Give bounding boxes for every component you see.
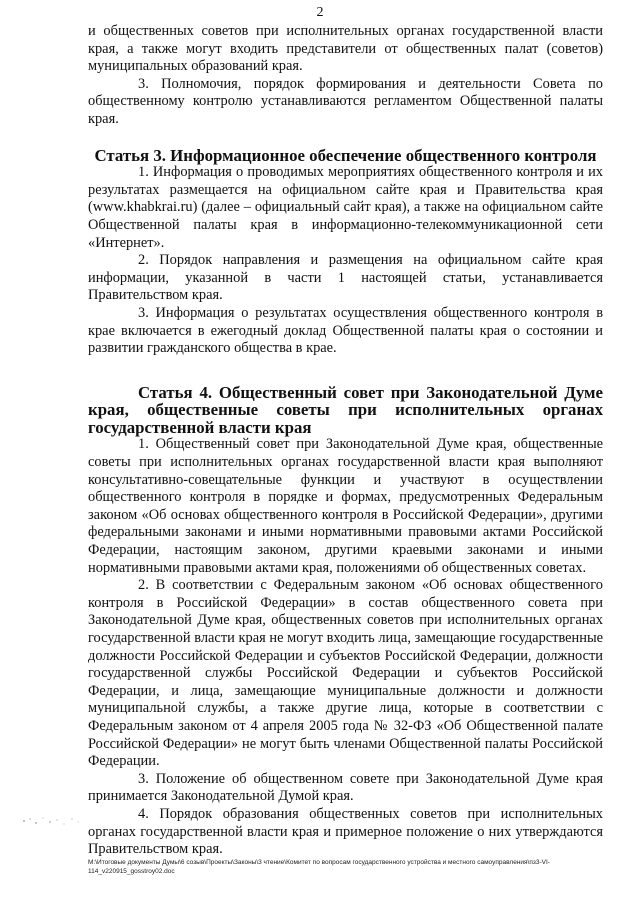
scan-noise-specks [20,812,82,830]
paragraph: 3. Информация о результатах осуществления общественного контроля в крае включается в ежегодный доклад Общественной палаты края о состоянии и развитии гражданского общества в крае. [88,304,603,357]
page-number: 2 [316,5,324,20]
paragraph: 3. Полномочия, порядок формирования и деятельности Совета по общественному контролю устанавливаются регламентом Общественной палаты края. [88,75,603,127]
paragraph: 1. Общественный совет при Законодательной Думе края, общественные советы при исполнительных органах государственной власти края выполняют консультативно-совещательные функции и участвуют в осуществлении общественного контроля в порядке и формах, предусмотренных Федеральным законом «Об основах общественного контроля в Российской Федерации», другими федеральными законами и иными нормативными правовыми актами Российской Федерации, настоящим законом, другими краевыми законами и иными нормативными правовыми актами края, положениями об общественных советах. [88,436,603,576]
spacer [88,358,603,384]
document-body [88,23,603,859]
file-path-footer: M:\Итоговые документы Думы\6 созыв\Проекты\Законы\3 чтение\Комитет по вопросам государственного устройства и местного самоуправления\пз3-VI-114_v220915_gosstroy02.doc [88,859,550,875]
article-4-heading: Статья 4. Общественный совет при Законодательной Думе края, общественные советы при исполнительных органах государственной власти края [88,382,603,437]
paragraph: 4. Порядок образования общественных советов при исполнительных органах государственной власти края и примерное положение о них утверждаются Правительством края. [88,805,603,858]
spacer [88,129,603,147]
paragraph: 3. Положение об общественном совете при Законодательной Думе края принимается Законодательной Думой края. [88,770,603,805]
article-3-heading: Статья 3. Информационное обеспечение общественного контроля [94,145,597,165]
paragraph: 1. Информация о проводимых мероприятиях общественного контроля и их результатах размещается на официальном сайте края и Правительства края (www.khabkrai.ru) (далее – официальный сайт края), а также на официальном сайте Общественной палаты края в информационно-телекоммуникационной сети «Интернет». [88,164,603,251]
paragraph: 2. В соответствии с Федеральным законом «Об основах общественного контроля в Российской Федерации» в состав общественного совета при Законодательной Думе края, общественных советов при исполнительных органах государственной власти края не могут входить лица, замещающие государственные должности Российской Федерации и субъектов Российской Федерации, должности государственной службы Российской Федерации и субъектов Российской Федерации, и лица, замещающие муниципальные должности и должности муниципальной службы, а также другие лица, которые в соответствии с Федеральным законом от 4 апреля 2005 года № 32-ФЗ «Об Общественной палате Российской Федерации» не могут быть членами Общественной палаты Российской Федерации. [88,577,603,770]
paragraph: 2. Порядок направления и размещения на официальном сайте края информации, указанной в части 1 настоящей статьи, устанавливается Правительством края. [88,252,603,304]
paragraph-continuation: и общественных советов при исполнительных органах государственной власти края, а также могут входить представители от общественных палат (советов) муниципальных образований края. [88,23,603,75]
